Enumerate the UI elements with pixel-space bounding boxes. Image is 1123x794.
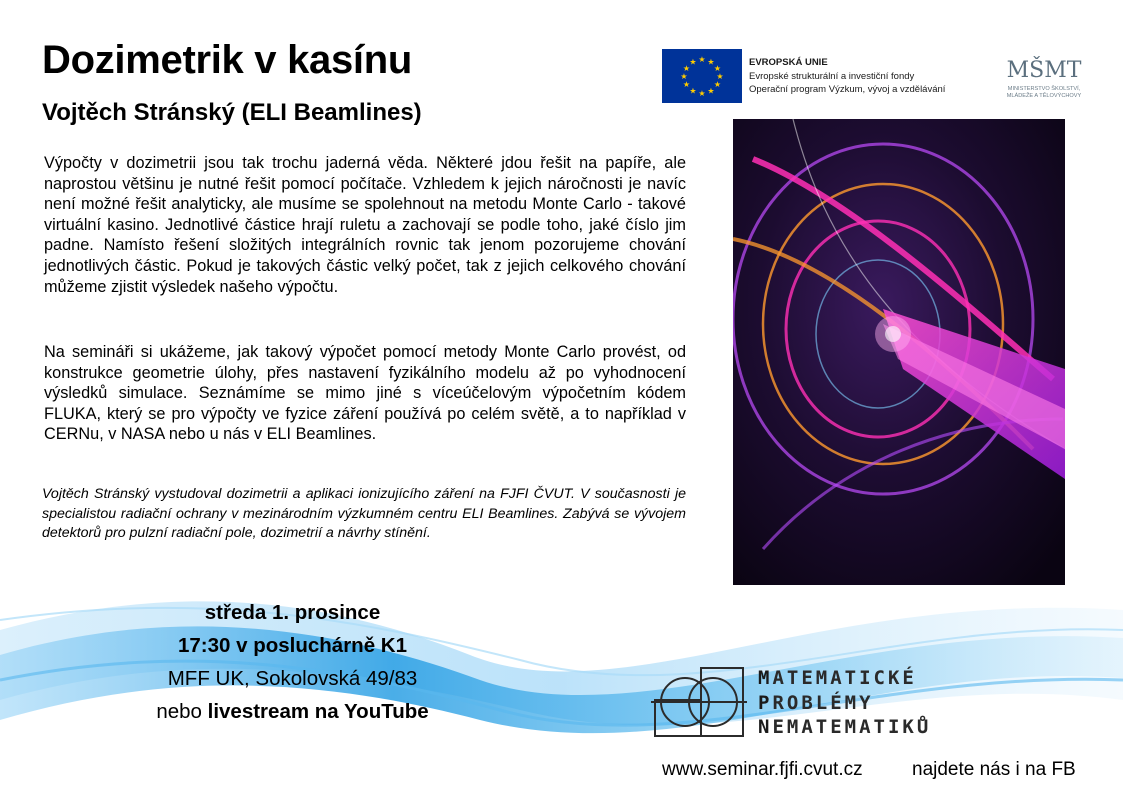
abstract-paragraph-2: Na semináři si ukážeme, jak takový výpočet pomocí metody Monte Carlo provést, od konstrukce geometrie úlohy, přes nastavení fyzikálního modelu až po vyhodnocení výsledků simulace. Seznámíme se mimo jiné s víceúčelovým výpočetním kódem FLUKA, který se pro výpočty ve fyzice záření používá po celém světě, a to například v CERNu, v NASA nebo u nás v ELI Beamlines. <box>44 343 686 444</box>
seminar-emblem-icon <box>651 664 749 740</box>
svg-text:★: ★ <box>713 64 722 73</box>
eu-program: Operační program Výzkum, vývoj a vzdělávání <box>749 84 946 95</box>
svg-text:★: ★ <box>698 55 706 64</box>
svg-text:★: ★ <box>689 86 697 96</box>
event-address: MFF UK, Sokolovská 49/83 <box>167 667 418 690</box>
event-date: středa 1. prosince <box>204 601 381 624</box>
eu-name: EVROPSKÁ UNIE <box>749 57 828 68</box>
abstract-paragraph-1: Výpočty v dozimetrii jsou tak trochu jaderná věda. Některé jdou řešit na papíře, ale naprostou většinu je nutné řešit pomocí počítače. Vzhledem k jejich náročnosti je navíc není možné řešit analyticky, ale musíme se spolehnout na metodu Monte Carlo - takové virtuální kasino. Jednotlivé částice hrají ruletu a zachovají se podle toho, jaké číslo jim padne. Namísto řešení složitých integrálních rovnic tak jenom pozorujeme chování jednotlivých částic. Pokud je takových částic velký počet, tak z jejich celkového chování můžeme zjistit výsledek našeho výpočtu. <box>44 154 686 296</box>
stream-prefix: nebo <box>156 700 208 723</box>
cover-illustration <box>733 119 1065 585</box>
page-title: Dozimetrik v kasínu <box>42 38 412 82</box>
msmt-monogram: MŠMT <box>1006 58 1082 83</box>
msmt-line-2: MLÁDEŽE A TĚLOVÝCHOVY <box>1006 93 1082 99</box>
msmt-logo <box>1003 50 1085 102</box>
svg-text:★: ★ <box>707 57 715 67</box>
event-info <box>120 596 465 728</box>
eu-flag-icon <box>662 49 742 103</box>
msmt-line-1: MINISTERSTVO ŠKOLSTVÍ, <box>1007 86 1081 92</box>
speaker-bio: Vojtěch Stránský vystudoval dozimetrii a aplikaci ionizujícího záření na FJFI ČVUT. V současnosti je specialistou radiační ochrany v mezinárodním výzkumném centru ELI Beamlines. Zabývá se vývojem detektorů pro pulzní radiační pole, dozimetrií a návrhy stínění. <box>42 486 686 541</box>
seminar-logo-line-3: NEMATEMATIKŮ <box>758 716 932 738</box>
svg-text:★: ★ <box>682 80 691 89</box>
website-link[interactable]: www.seminar.fjfi.cvut.cz <box>662 759 863 780</box>
livestream-link[interactable]: livestream na YouTube <box>207 700 429 723</box>
speaker-name: Vojtěch Stránský (ELI Beamlines) <box>42 99 422 126</box>
svg-text:★: ★ <box>716 72 724 81</box>
seminar-logo-line-1: MATEMATICKÉ <box>758 667 917 689</box>
event-time-place: 17:30 v posluchárně K1 <box>177 634 407 657</box>
svg-text:★: ★ <box>680 72 688 81</box>
eu-logo-text <box>749 56 945 97</box>
svg-text:★: ★ <box>689 57 697 67</box>
event-stream <box>120 695 465 728</box>
seminar-logo-line-2: PROBLÉMY <box>758 691 874 714</box>
facebook-link[interactable]: najdete nás i na FB <box>912 759 1076 780</box>
svg-text:★: ★ <box>682 64 691 73</box>
seminar-logo-text <box>758 666 931 740</box>
svg-text:★: ★ <box>707 86 715 96</box>
svg-text:★: ★ <box>698 89 706 98</box>
eu-funds: Evropské strukturální a investiční fondy <box>749 70 915 82</box>
svg-text:★: ★ <box>713 80 722 89</box>
